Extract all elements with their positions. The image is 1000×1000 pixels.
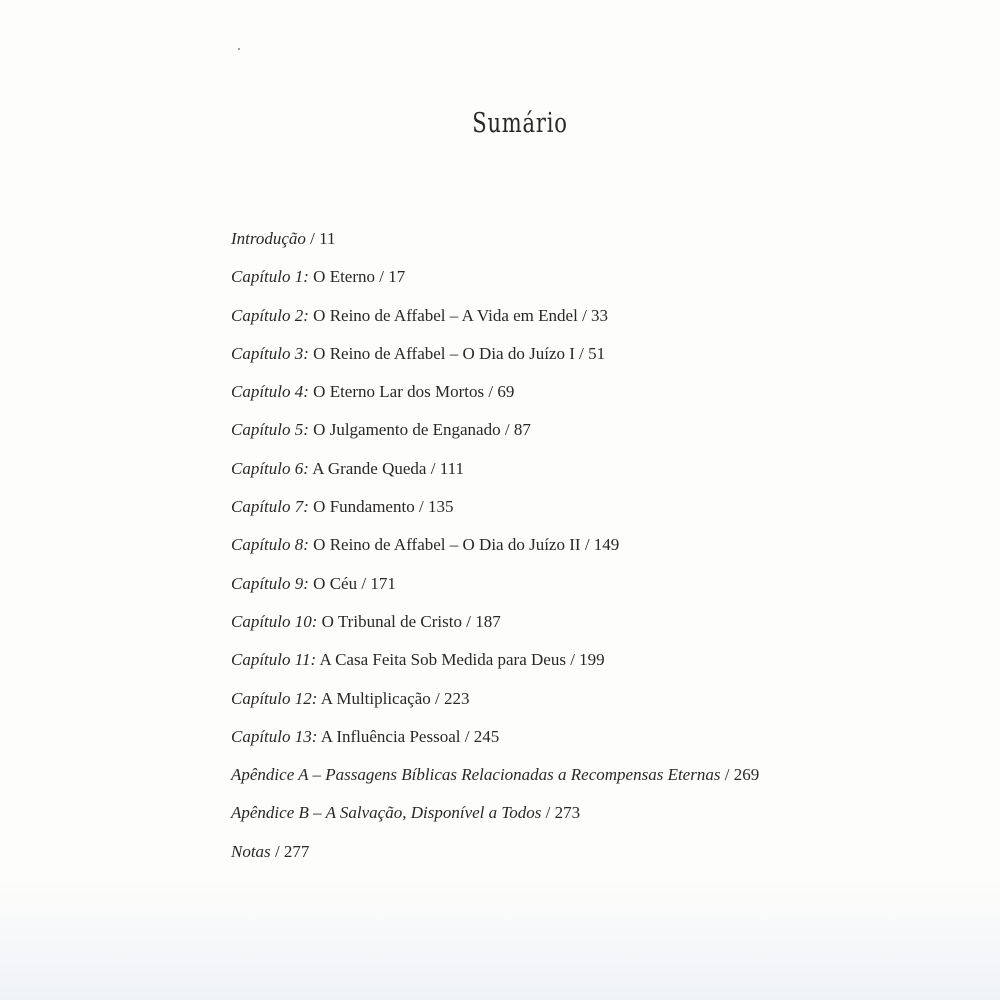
entry-title: Passagens Bíblicas Relacionadas a Recompensas Eternas [321,765,721,785]
page-title: Sumário [472,108,568,139]
toc-entry-6 [231,415,851,453]
entry-title: O Julgamento de Enganado [308,420,501,440]
entry-page-number: 51 [588,343,606,363]
entry-prefix: Apêndice B – [231,803,322,823]
entry-separator: / [375,267,389,287]
toc-entry-2 [231,262,851,300]
entry-title: O Céu [308,573,358,593]
entry-title: O Reino de Affabel – O Dia do Juízo II [308,535,581,555]
entry-title: O Reino de Affabel – O Dia do Juízo I [308,343,575,363]
entry-page-number: 149 [593,535,620,555]
entry-page-number: 187 [475,611,501,631]
toc-entry-12 [231,645,851,683]
entry-page-number: 223 [443,688,470,708]
entry-separator: / [484,382,498,402]
entry-page-number: 33 [591,305,609,325]
entry-prefix: Capítulo 1: [231,267,309,287]
entry-separator: / [541,803,555,823]
entry-page-number: 199 [579,650,605,670]
entry-page-number: 269 [733,765,760,785]
entry-separator: / [305,229,320,248]
entry-prefix: Capítulo 11: [231,650,317,670]
entry-separator: / [460,726,474,746]
entry-page-number: 171 [370,573,396,593]
paper-speck [238,48,240,50]
toc-entry-17 [231,837,851,875]
toc-entry-5 [231,377,851,415]
toc-entry-10 [231,569,851,607]
entry-title: A Salvação, Disponível a Todos [321,803,542,823]
entry-page-number: 69 [497,382,515,402]
entry-separator: / [500,420,514,440]
entry-separator: / [565,650,580,670]
entry-separator: / [720,765,734,785]
entry-prefix: Capítulo 6: [231,458,309,478]
entry-separator: / [461,611,476,631]
entry-page-number: 111 [439,458,464,478]
entry-prefix: Capítulo 5: [231,420,309,440]
entry-prefix: Introdução [231,229,306,248]
entry-prefix: Capítulo 3: [231,343,309,363]
entry-separator: / [577,305,592,325]
entry-prefix: Capítulo 12: [231,688,318,708]
entry-title: O Fundamento [308,497,415,517]
entry-prefix: Capítulo 8: [231,535,309,555]
entry-page-number: 87 [513,420,531,440]
entry-prefix: Capítulo 13: [231,726,318,746]
entry-title: O Tribunal de Cristo [317,611,462,631]
entry-title: O Eterno Lar dos Mortos [308,382,485,402]
entry-prefix: Capítulo 2: [231,305,309,325]
entry-page-number: 135 [427,497,454,517]
toc-entry-3 [231,301,851,339]
entry-prefix: Apêndice A – [231,765,322,785]
entry-separator: / [270,841,284,861]
toc-entry-9 [231,530,851,568]
entry-separator: / [574,343,589,363]
entry-page-number: 245 [473,726,500,746]
entry-prefix: Capítulo 4: [231,382,309,402]
entry-title: A Influência Pessoal [317,726,461,746]
toc-entry-15 [231,760,851,798]
entry-page-number: 277 [283,841,310,861]
entry-prefix: Capítulo 10: [231,611,318,631]
entry-title: A Multiplicação [317,688,431,708]
entry-separator: / [426,458,440,478]
entry-title: O Reino de Affabel – A Vida em Endel [308,305,578,325]
entry-prefix: Capítulo 9: [231,573,309,593]
entry-title: A Grande Queda [308,458,427,478]
entry-separator: / [430,688,444,708]
toc-entry-4 [231,339,851,377]
entry-separator: / [414,497,428,517]
toc-entry-11 [231,607,851,645]
table-of-contents [231,224,851,875]
toc-entry-8 [231,492,851,530]
entry-title: O Eterno [308,267,376,287]
bleed-through-shadow [0,880,1000,1000]
entry-page-number: 17 [388,267,406,287]
toc-entry-14 [231,722,851,760]
toc-entry-1 [231,224,851,262]
toc-entry-7 [231,454,851,492]
toc-entry-13 [231,684,851,722]
entry-separator: / [580,535,594,555]
entry-page-number: 273 [554,803,581,823]
toc-entry-16 [231,798,851,836]
entry-prefix: Notas [231,841,271,861]
entry-title: A Casa Feita Sob Medida para Deus [316,650,566,670]
entry-prefix: Capítulo 7: [231,497,309,517]
entry-page-number: 11 [319,229,336,248]
entry-separator: / [357,573,371,593]
